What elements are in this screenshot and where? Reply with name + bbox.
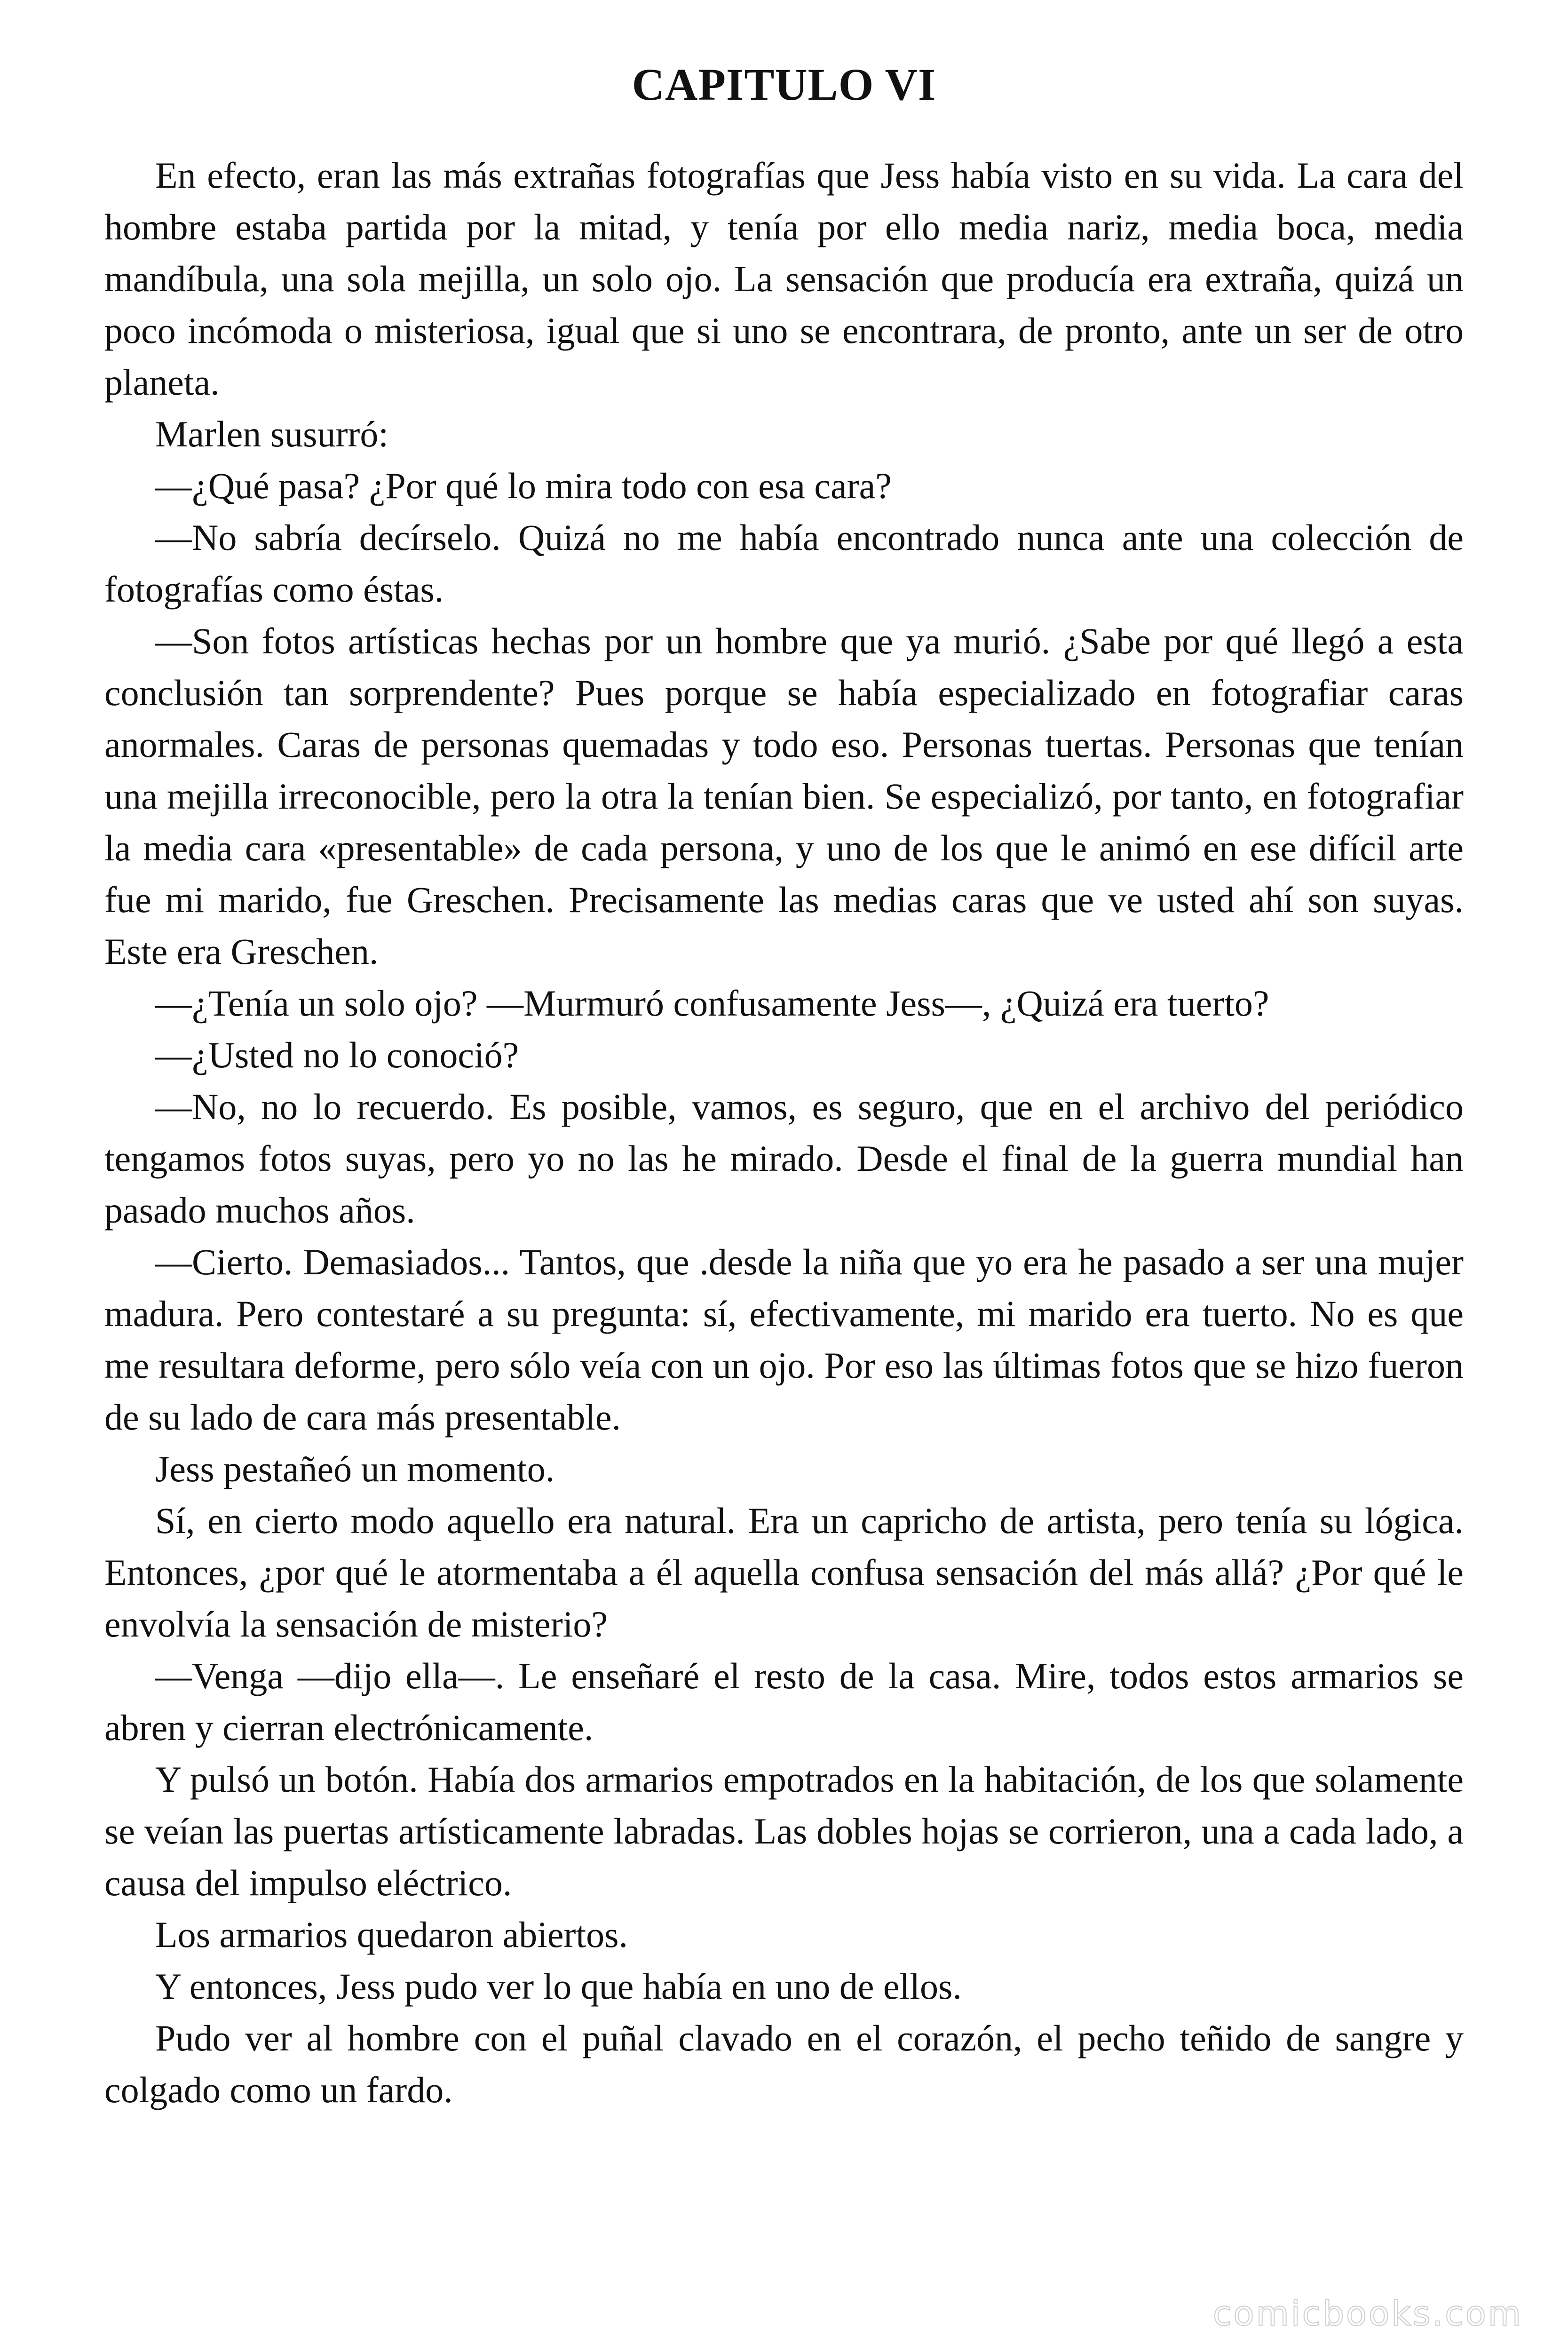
paragraph: Y entonces, Jess pudo ver lo que había en uno de ellos. [155,1966,962,2007]
paragraph: —No, no lo recuerdo. Es posible, vamos, es seguro, que en el archivo del periódico tengamos fotos suyas, pero yo no las he mirado. Desde el final de la guerra mundial han pasado muchos años. [104,1086,1464,1231]
paragraph: —¿Usted no lo conoció? [155,1034,519,1075]
paragraph: Sí, en cierto modo aquello era natural. Era un capricho de artista, pero tenía su lógica. Entonces, ¿por qué le atormentaba a él aquella confusa sensación del más allá? ¿Por qué le envolvía la sensación de misterio? [104,1500,1464,1645]
paragraph: Y pulsó un botón. Había dos armarios empotrados en la habitación, de los que solamente se veían las puertas artísticamente labradas. Las dobles hojas se corrieron, una a cada lado, a causa del impulso eléctrico. [104,1759,1464,1903]
chapter-title: CAPITULO VI [632,59,936,110]
paragraph: —Venga —dijo ella—. Le enseñaré el resto de la casa. Mire, todos estos armarios se abren y cierran electrónicamente. [104,1655,1464,1748]
paragraph: Los armarios quedaron abiertos. [155,1914,628,1955]
paragraph: Marlen susurró: [155,413,389,454]
paragraph: Pudo ver al hombre con el puñal clavado en el corazón, el pecho teñido de sangre y colgado como un fardo. [104,2018,1464,2110]
watermark: comicbooks.com [1212,2294,1523,2333]
paragraph: —No sabría decírselo. Quizá no me había encontrado nunca ante una colección de fotografías como éstas. [104,517,1464,610]
paragraph: —Son fotos artísticas hechas por un hombre que ya murió. ¿Sabe por qué llegó a esta conclusión tan sorprendente? Pues porque se había especializado en fotografiar caras anormales. Caras de personas quemadas y todo eso. Personas tuertas. Personas que tenían una mejilla irreconocible, pero la otra la tenían bien. Se especializó, por tanto, en fotografiar la media cara «presentable» de cada persona, y uno de los que le animó en ese difícil arte fue mi marido, fue Greschen. Precisamente las medias caras que ve usted ahí son suyas. Este era Greschen. [104,620,1464,972]
paragraph: —Cierto. Demasiados... Tantos, que .desde la niña que yo era he pasado a ser una mujer madura. Pero contestaré a su pregunta: sí, efectivamente, mi marido era tuerto. No es que me resultara deforme, pero sólo veía con un ojo. Por eso las últimas fotos que se hizo fueron de su lado de cara más presentable. [104,1241,1464,1438]
paragraph: —¿Qué pasa? ¿Por qué lo mira todo con esa cara? [155,465,892,506]
paragraph: —¿Tenía un solo ojo? —Murmuró confusamente Jess—, ¿Quizá era tuerto? [155,983,1269,1024]
paragraph: En efecto, eran las más extrañas fotografías que Jess había visto en su vida. La cara del hombre estaba partida por la mitad, y tenía por ello media nariz, media boca, media mandíbula, una sola mejilla, un solo ojo. La sensación que producía era extraña, quizá un poco incómoda o misteriosa, igual que si uno se encontrara, de pronto, ante un ser de otro planeta. [104,155,1464,403]
page-content [104,56,1464,2116]
paragraph: Jess pestañeó un momento. [155,1448,555,1489]
